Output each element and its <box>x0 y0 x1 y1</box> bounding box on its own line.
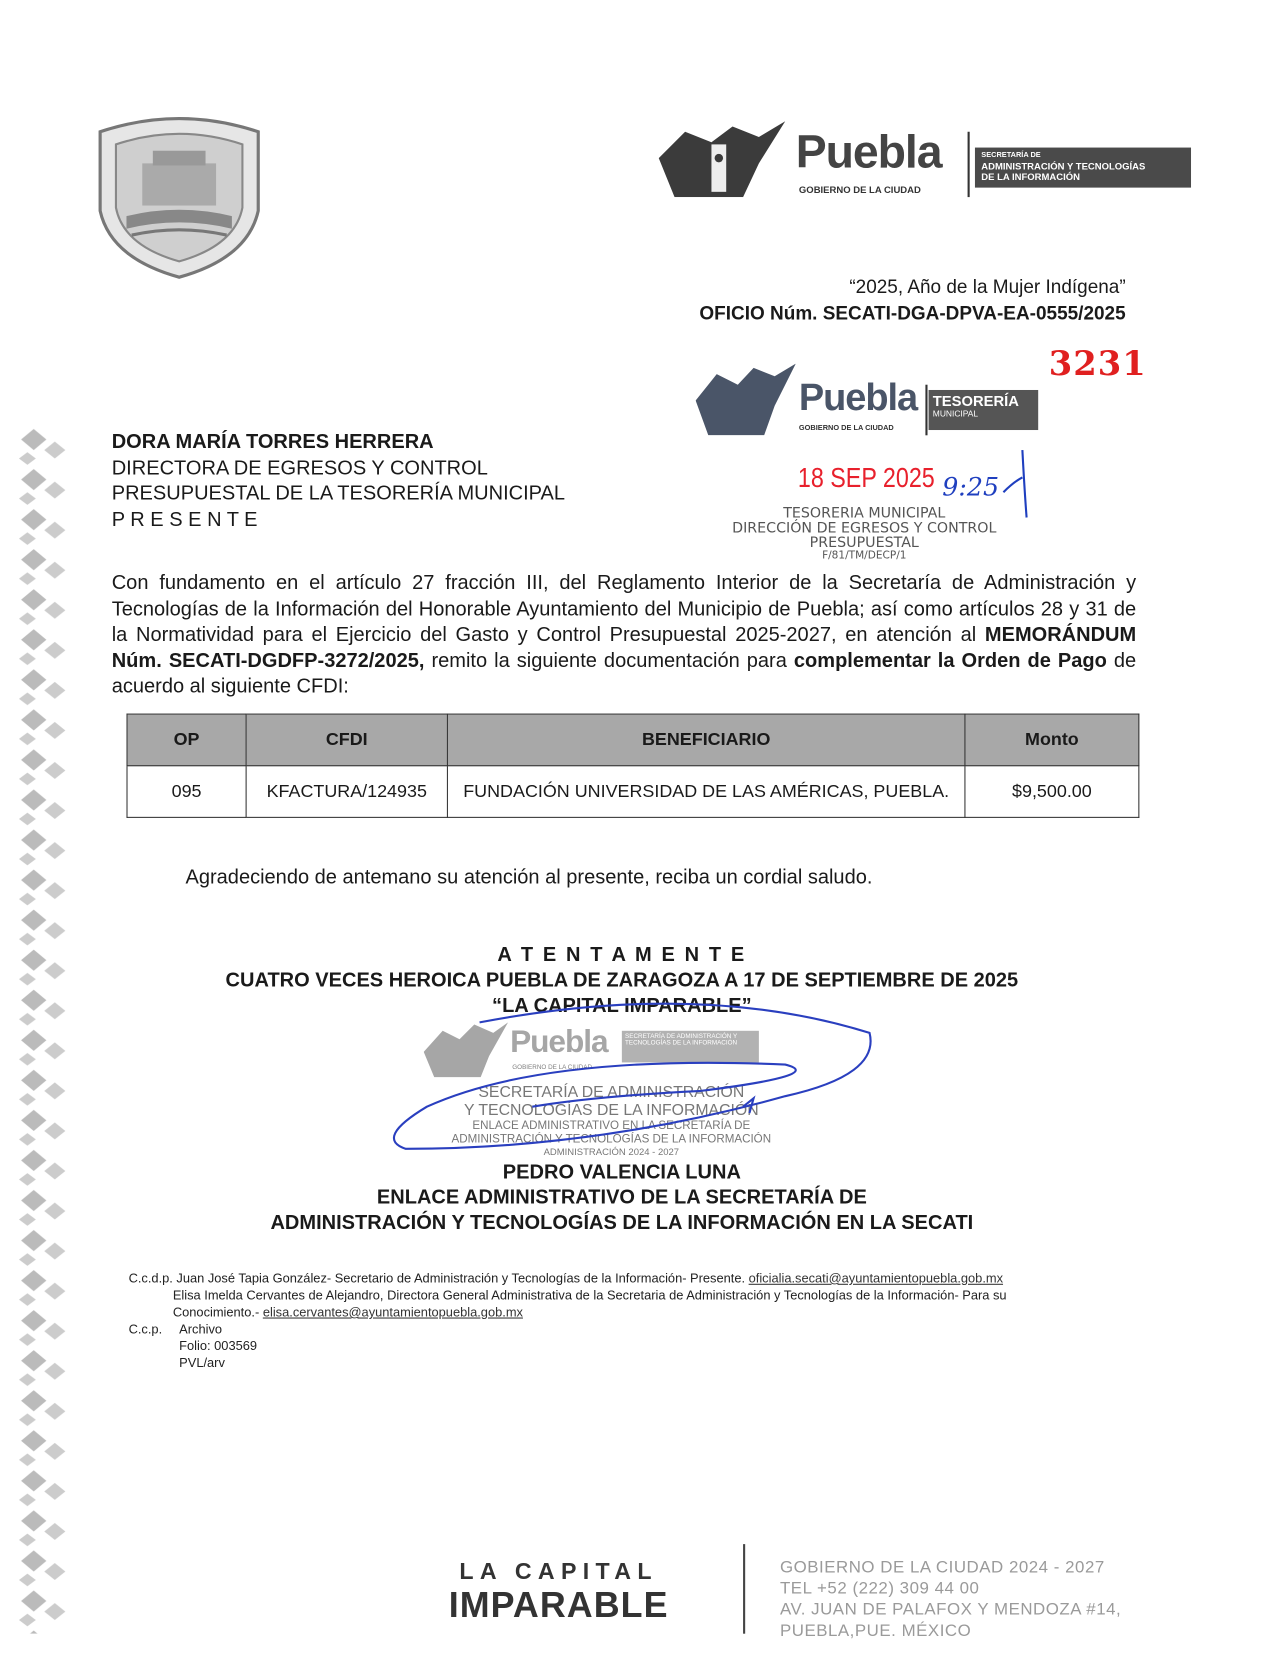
addressee-title: PRESUPUESTAL DE LA TESORERÍA MUNICIPAL <box>111 482 566 505</box>
column-header: BENEFICIARIO <box>447 714 965 766</box>
logo-box: SECRETARÍA DE ADMINISTRACIÓN Y TECNOLOGÍAS DE LA INFORMACIÓN <box>975 148 1191 188</box>
decorative-border-strip <box>19 427 70 1634</box>
tesoreria-logo: Puebla GOBIERNO DE LA CIUDAD TESORERÍA MUNICIPAL <box>696 364 1044 438</box>
receipt-stamp-text: TESORERIA MUNICIPAL DIRECCIÓN DE EGRESOS Y CONTROL PRESUPUESTAL F/81/TM/DECP/1 <box>732 504 997 562</box>
body-paragraph: Con fundamento en el artículo 27 fracción III, del Reglamento Interior de la Secretaría de Administración y Tecnologías de la Información del Honorable Ayuntamiento del Municipio de Puebla; así como artículos 28 y 31 de la Normatividad para el Ejercicio del Gasto y Control Presupuestal 2025-2027, en atención al MEMORÁNDUM Núm. SECATI-DGDFP-3272/2025, remito la siguiente documentación para complementar la Orden de Pago de acuerdo al siguiente CFDI: <box>111 572 1137 698</box>
footer-divider <box>743 1544 745 1634</box>
signature-stamp-logo: Puebla GOBIERNO DE LA CIUDAD SECRETARÍA DE ADMINISTRACIÓN Y TECNOLOGÍAS DE LA INFORMACIÓN <box>424 1022 772 1080</box>
column-header: CFDI <box>246 714 447 766</box>
email-link[interactable]: elisa.cervantes@ayuntamientopuebla.gob.mx <box>262 1304 523 1320</box>
puebla-emblem-icon <box>653 121 790 197</box>
slogan: “LA CAPITAL IMPARABLE” <box>492 994 752 1018</box>
addressee-block <box>112 430 565 533</box>
email-link[interactable]: oficialia.secati@ayuntamientopuebla.gob.mx <box>748 1271 1004 1286</box>
footer-contact: GOBIERNO DE LA CIUDAD 2024 - 2027 TEL +52 (222) 309 44 00 AV. JUAN DE PALAFOX Y MENDOZA #14, PUEBLA,PUE. MÉXICO <box>779 1558 1122 1641</box>
presente: P R E S E N T E <box>111 508 258 531</box>
atentamente: A T E N T A M E N T E <box>497 944 747 967</box>
cell-op: 095 <box>127 766 246 818</box>
column-header: OP <box>127 714 246 766</box>
cell-beneficiario: FUNDACIÓN UNIVERSIDAD DE LAS AMÉRICAS, PUEBLA. <box>447 766 965 818</box>
handwritten-signature <box>385 991 880 1160</box>
cfdi-table <box>126 714 1139 818</box>
oficio-number: OFICIO Núm. SECATI-DGA-DPVA-EA-0555/2025 <box>699 302 1126 324</box>
signer-name: PEDRO VALENCIA LUNA <box>502 1161 741 1184</box>
closing-thanks: Agradeciendo de antemano su atención al presente, reciba un cordial saludo. <box>185 866 873 889</box>
place-date: CUATRO VECES HEROICA PUEBLA DE ZARAGOZA A 17 DE SEPTIEMBRE DE 2025 <box>225 969 1019 992</box>
puebla-emblem-icon <box>696 364 796 436</box>
table-row <box>127 766 1139 818</box>
signature-stamp-text: SECRETARÍA DE ADMINISTRACIÓN Y TECNOLOGÍAS DE LA INFORMACIÓN ENLACE ADMINISTRATIVO EN LA SECRETARÍA DE ADMINISTRACIÓN Y TECNOLOGÍAS DE LA INFORMACIÓN ADMINISTRACIÓN 2024 - 2027 <box>451 1083 772 1158</box>
year-motto: “2025, Año de la Mujer Indígena” <box>849 276 1126 298</box>
secati-logo <box>653 121 1191 200</box>
column-header: Monto <box>965 714 1139 766</box>
cell-monto: $9,500.00 <box>965 766 1139 818</box>
handwritten-time: 9:25 <box>942 472 1000 502</box>
logo-wordmark: Puebla <box>795 126 942 179</box>
addressee-title: DIRECTORA DE EGRESOS Y CONTROL <box>111 456 488 480</box>
signer-title: ENLACE ADMINISTRATIVO DE LA SECRETARÍA DE <box>376 1186 867 1209</box>
memo-reference: MEMORÁNDUM Núm. SECATI-DGDFP-3272/2025, <box>111 623 1137 672</box>
received-date-stamp: 18 SEP 2025 <box>797 461 935 494</box>
signer-title: ADMINISTRACIÓN Y TECNOLOGÍAS DE LA INFORMACIÓN EN LA SECATI <box>270 1212 974 1235</box>
cell-cfdi: KFACTURA/124935 <box>246 766 447 818</box>
logo-subtitle: GOBIERNO DE LA CIUDAD <box>798 184 921 195</box>
copies-section: C.c.d.p. Juan José Tapia González- Secretario de Administración y Tecnologías de la Información- Presente. oficialia.secati@ayuntamientopuebla.gob.mx Elisa Imelda Cervantes de Alejandro, Directora General Administrativa de la Secretaria de Administración y Tecnologías de la Información- Para su Conocimiento.- elisa.cervantes@ayuntamientopuebla.gob.mx C.c.p. Archivo Folio: 003569 PVL/arv <box>128 1271 1007 1371</box>
addressee-name: DORA MARÍA TORRES HERRERA <box>111 431 434 454</box>
footer-slogan-logo: LA CAPITAL IMPARABLE <box>448 1557 669 1626</box>
folio-stamp-number: 3231 <box>1048 343 1147 384</box>
city-seal-logo <box>90 111 269 280</box>
